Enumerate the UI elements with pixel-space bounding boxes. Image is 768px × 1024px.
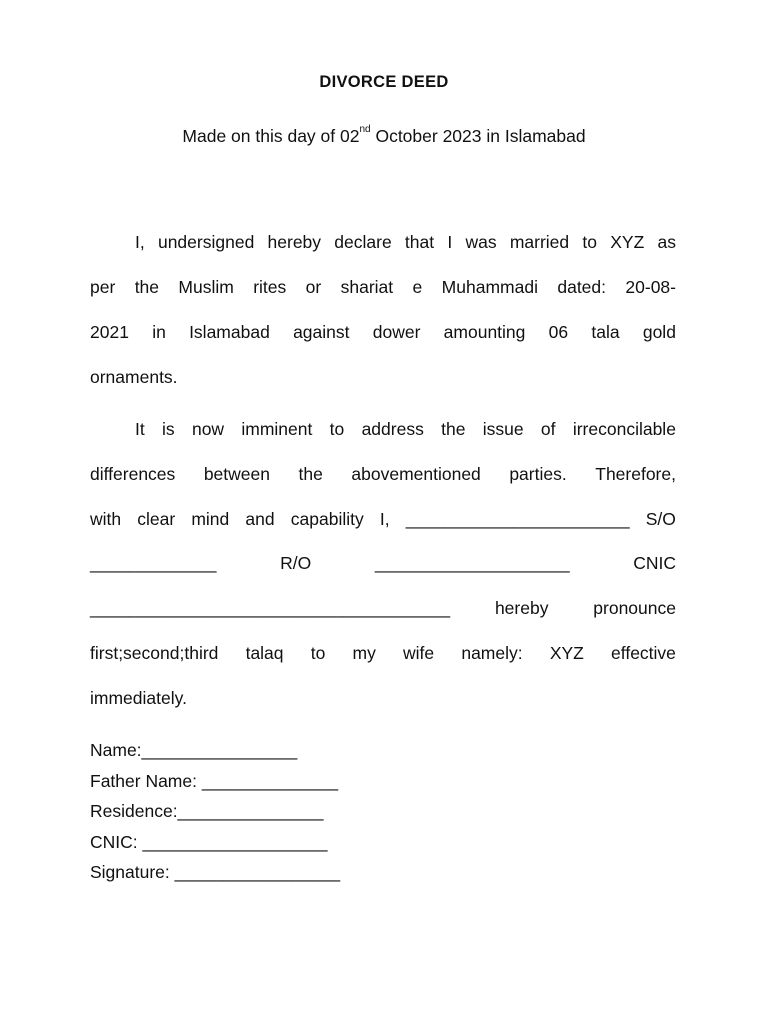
- word: Therefore,: [595, 464, 676, 484]
- name-field: Name:________________: [90, 740, 298, 760]
- word: of: [540, 419, 556, 439]
- word: S/O: [645, 509, 676, 529]
- subtitle-superscript: nd: [359, 124, 371, 135]
- paragraph1-line4: ornaments.: [90, 367, 178, 387]
- paragraph1-line2: [90, 277, 676, 298]
- word: issue: [482, 419, 524, 439]
- word: imminent: [241, 419, 313, 439]
- word: the: [298, 464, 323, 484]
- word: irreconcilable: [572, 419, 676, 439]
- word: pronounce: [593, 598, 676, 618]
- word: shariat: [340, 277, 394, 297]
- word: the: [134, 277, 160, 297]
- word: hereby: [267, 232, 322, 252]
- word: namely:: [461, 643, 523, 663]
- word: amounting: [443, 322, 526, 342]
- cnic-field: CNIC: ___________________: [90, 832, 328, 852]
- word: to: [329, 419, 345, 439]
- word: undersigned: [157, 232, 255, 252]
- word: to: [310, 643, 326, 663]
- word: CNIC: [633, 553, 676, 573]
- word: mind: [191, 509, 230, 529]
- paragraph2-line5: [90, 598, 676, 619]
- word: and: [245, 509, 275, 529]
- paragraph1-line1: [135, 232, 676, 253]
- word: R/O: [280, 553, 312, 573]
- document-title: DIVORCE DEED: [319, 73, 449, 91]
- word: gold: [642, 322, 676, 342]
- word: abovementioned: [351, 464, 481, 484]
- word: e: [412, 277, 423, 297]
- word: ____________________: [374, 553, 570, 573]
- word: clear: [137, 509, 176, 529]
- word: effective: [611, 643, 676, 663]
- word: or: [305, 277, 322, 297]
- word: Islamabad: [189, 322, 270, 342]
- document-subtitle: [0, 126, 768, 147]
- word: Muslim: [178, 277, 234, 297]
- word: now: [191, 419, 225, 439]
- word: first;second;third: [90, 643, 219, 663]
- word: _______________________: [405, 509, 630, 529]
- word: differences: [90, 464, 176, 484]
- word: I,: [135, 232, 145, 252]
- word: XYZ: [610, 232, 645, 252]
- word: parties.: [509, 464, 567, 484]
- word: my: [352, 643, 376, 663]
- word: address: [361, 419, 424, 439]
- word: is: [162, 419, 175, 439]
- word: capability: [290, 509, 364, 529]
- word: in: [152, 322, 166, 342]
- word: that: [404, 232, 435, 252]
- word: Muhammadi: [441, 277, 538, 297]
- word: 2021: [90, 322, 129, 342]
- paragraph2-line2: [90, 464, 676, 485]
- paragraph2-line6: [90, 643, 676, 664]
- word: with: [90, 509, 122, 529]
- word: against: [293, 322, 350, 342]
- word: I,: [379, 509, 390, 529]
- signature-field: Signature: _________________: [90, 862, 341, 882]
- word: XYZ: [549, 643, 584, 663]
- word: between: [203, 464, 270, 484]
- paragraph1-line3: [90, 322, 676, 343]
- residence-field: Residence:_______________: [90, 801, 324, 821]
- word: as: [657, 232, 676, 252]
- paragraph2-line7: immediately.: [90, 688, 187, 708]
- word: _____________: [90, 553, 217, 573]
- word: tala: [591, 322, 620, 342]
- paragraph2-line3: [90, 509, 676, 530]
- word: dated:: [557, 277, 607, 297]
- father-name-field: Father Name: ______________: [90, 771, 339, 791]
- subtitle-date-text: Made on this day of 02: [182, 126, 360, 146]
- word: rites: [253, 277, 287, 297]
- word: wife: [403, 643, 435, 663]
- word: 20-08-: [625, 277, 676, 297]
- paragraph2-line4: [90, 553, 676, 574]
- word: per: [90, 277, 116, 297]
- word: married: [509, 232, 570, 252]
- paragraph2-line1: [135, 419, 676, 440]
- word: hereby: [494, 598, 549, 618]
- word: to: [582, 232, 597, 252]
- word: talaq: [245, 643, 284, 663]
- word: It: [135, 419, 145, 439]
- word: I: [447, 232, 453, 252]
- word: _____________________________________: [90, 598, 451, 618]
- word: 06: [548, 322, 569, 342]
- word: dower: [372, 322, 421, 342]
- word: declare: [334, 232, 392, 252]
- word: the: [441, 419, 466, 439]
- subtitle-place-text: October 2023 in Islamabad: [370, 126, 586, 146]
- word: was: [465, 232, 497, 252]
